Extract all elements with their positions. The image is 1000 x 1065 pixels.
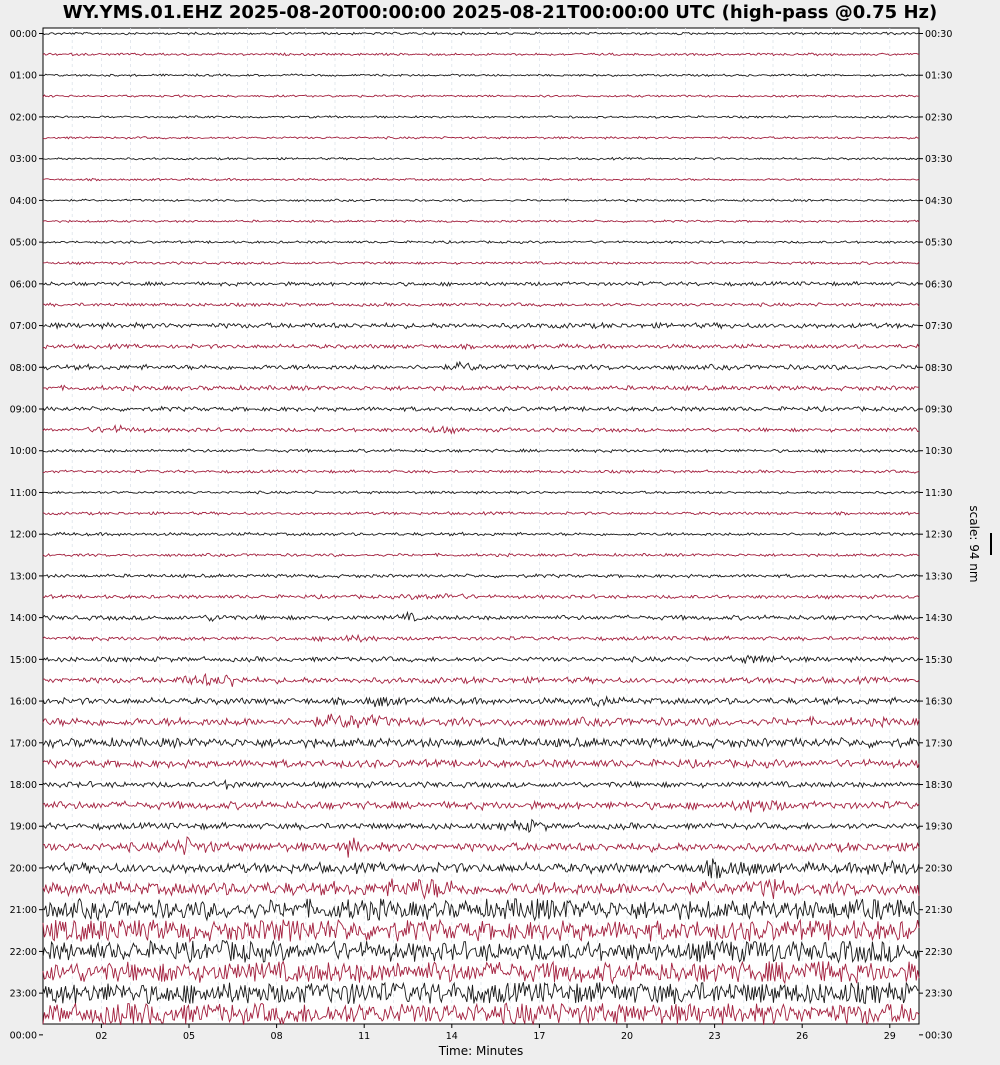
- left-time-label: 07:00: [9, 321, 37, 333]
- right-time-label: 09:30: [925, 404, 953, 416]
- x-tick-label: 11: [358, 1031, 371, 1042]
- x-tick-label: 08: [270, 1031, 283, 1042]
- left-time-label: 14:00: [9, 613, 37, 625]
- right-time-label: 13:30: [925, 571, 953, 583]
- left-time-label: 05:00: [9, 237, 37, 249]
- right-time-label: 18:30: [925, 780, 953, 792]
- x-tick-label: 29: [883, 1031, 896, 1042]
- right-time-label: 05:30: [925, 237, 953, 249]
- left-time-label: 10:00: [9, 446, 37, 458]
- chart-title: WY.YMS.01.EHZ 2025-08-20T00:00:00 2025-08-21T00:00:00 UTC (high-pass @0.75 Hz): [62, 2, 938, 23]
- x-tick-label: 20: [620, 1031, 634, 1042]
- right-time-label: 17:30: [925, 738, 953, 750]
- right-time-label: 04:30: [925, 195, 953, 207]
- x-tick-label: 14: [445, 1031, 458, 1042]
- x-axis-label: Time: Minutes: [438, 1044, 524, 1058]
- left-time-label: 09:00: [9, 404, 37, 416]
- right-time-label: 07:30: [925, 321, 953, 333]
- left-time-label: 11:00: [9, 487, 37, 499]
- right-time-label: 16:30: [925, 696, 953, 708]
- left-time-label: 15:00: [9, 654, 37, 666]
- left-time-label: 12:00: [9, 529, 37, 541]
- right-time-label: 22:30: [925, 946, 953, 958]
- left-time-label: 16:00: [9, 696, 37, 708]
- left-time-label: 18:00: [9, 780, 37, 792]
- left-time-label: 00:00: [9, 1030, 37, 1042]
- x-tick-label: 17: [533, 1031, 546, 1042]
- right-time-label: 15:30: [925, 654, 953, 666]
- x-tick-label: 05: [182, 1031, 196, 1042]
- left-time-label: 08:00: [9, 362, 37, 374]
- left-time-label: 02:00: [9, 112, 37, 124]
- left-time-label: 04:00: [9, 195, 37, 207]
- left-time-label: 06:00: [9, 279, 37, 291]
- right-time-label: 00:30: [925, 1030, 953, 1042]
- scale-label: scale: 94 nm: [967, 505, 981, 583]
- left-time-label: 20:00: [9, 863, 37, 875]
- left-time-label: 21:00: [9, 905, 37, 917]
- x-tick-label: 23: [708, 1031, 721, 1042]
- x-tick-label: 02: [95, 1031, 108, 1042]
- right-time-label: 21:30: [925, 905, 953, 917]
- right-time-label: 19:30: [925, 821, 953, 833]
- right-time-label: 03:30: [925, 154, 953, 166]
- right-time-label: 14:30: [925, 613, 953, 625]
- left-time-label: 17:00: [9, 738, 37, 750]
- right-time-label: 02:30: [925, 112, 953, 124]
- right-time-label: 11:30: [925, 487, 953, 499]
- x-tick-label: 26: [796, 1031, 809, 1042]
- left-time-label: 01:00: [9, 70, 37, 82]
- left-time-label: 03:00: [9, 154, 37, 166]
- right-time-label: 10:30: [925, 446, 953, 458]
- left-time-label: 19:00: [9, 821, 37, 833]
- left-time-label: 00:00: [9, 29, 37, 40]
- right-time-label: 20:30: [925, 863, 953, 875]
- right-time-label: 12:30: [925, 529, 953, 541]
- right-time-label: 01:30: [925, 70, 953, 82]
- left-time-label: 23:00: [9, 988, 37, 1000]
- left-time-label: 13:00: [9, 571, 37, 583]
- right-time-label: 06:30: [925, 279, 953, 291]
- right-time-label: 08:30: [925, 362, 953, 374]
- right-time-label: 00:30: [925, 29, 953, 40]
- right-time-label: 23:30: [925, 988, 953, 1000]
- left-time-label: 22:00: [9, 946, 37, 958]
